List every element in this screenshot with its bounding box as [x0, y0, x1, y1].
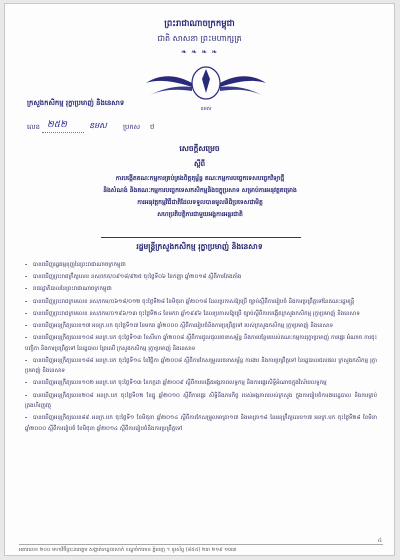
- bullet-icon: -: [25, 323, 28, 330]
- decision-title: សេចក្តីសម្រេច: [179, 144, 220, 153]
- reference-dotted-line: [42, 132, 84, 133]
- bullet-icon: -: [25, 274, 28, 281]
- legal-basis-list: [25, 260, 377, 436]
- subject-line-4: សហប្រតិបត្តិការជាមួយអង្គការអន្តរជាតិ: [157, 211, 243, 218]
- reference-mark: ឋ: [150, 123, 155, 131]
- bullet-icon: -: [25, 310, 28, 317]
- reference-number: ២៥២: [47, 120, 67, 130]
- ministry-emblem: [144, 53, 268, 113]
- subject-line-2: និងសំណង់ និងគណៈកម្មការបច្ចេកទេសកសិកម្មនិងចក្ខុប្រសាទ សម្រាប់ការអនុវត្តគម្រោង: [103, 187, 297, 194]
- reference-no-label: លេខ: [27, 123, 40, 131]
- bullet-icon: -: [25, 262, 28, 268]
- bullet-icon: -: [25, 335, 28, 342]
- list-item: - បានឃើញអនុក្រឹត្យលេខ២០៨ អនក្រ.បក ចុះថ្ងៃទី០២ ខែធ្នូ ឆ្នាំ២០១០ ស្តីពីការផ្ទេរ សិទ្ធិនិងភារកិច្ច របស់អង្គភាពរបស់ក្រសួង ក្នុងការរៀបចំការងាររដ្ឋបាល និងការគ្រប់គ្រងហិរញ្ញវត្ថុ: [25, 392, 377, 410]
- page-number: ៤: [377, 537, 382, 544]
- list-item: - បានឃើញអនុក្រឹត្យលេខ១០២ អនក្រ.បក ចុះថ្ងៃទី១៣ ខែកក្កដា ឆ្នាំ២០០៩ ស្តីពីការបង្កើតអង្គភាពលទ្ធកម្ម និងការផ្ទេរសិទ្ធិអំណាចក្នុងវិស័យលទ្ធកម្ម: [25, 378, 377, 388]
- bullet-icon: -: [25, 357, 28, 364]
- ministry-name: ក្រសួងកសិកម្ម រុក្ខាប្រមាញ់ និងនេសាទ: [27, 99, 125, 107]
- bullet-icon: -: [25, 392, 28, 399]
- list-item: - បានឃើញអនុក្រឹត្យលេខ១៧ អនក្រ.បក ចុះថ្ងៃទី១៧ ខែមករា ឆ្នាំ២០០០ ស្តីពីការរៀបចំនិងការប្រព្រឹត្តទៅ របស់ក្រសួងកសិកម្ម រុក្ខាប្រមាញ់ និងនេសាទ: [25, 321, 377, 331]
- footer-address: អគារលេខ ២០០ មហាវិថីព្រះនរោត្តម សង្កាត់ទន្លេបាសាក់ ខណ្ឌចំការមន ភ្នំពេញ ។ ទូរស័ព្ទ (៨៥៥) ២៣ ២១៩ ១៣៣: [19, 544, 383, 554]
- list-item: - បានឃើញព្រះរាជក្រឹត្យលេខ នស/រកត/០៩១៨/៩២៥ ចុះថ្ងៃទី០៦ ខែកញ្ញា ឆ្នាំ២០១៨ ស្តីពីការតែងតាំង: [25, 272, 377, 282]
- kingdom-heading: ព្រះរាជាណាចក្រកម្ពុជា: [164, 19, 235, 29]
- list-item: - បានឃើញព្រះរាជក្រមលេខ នស/រកម/០៦១៨/០១២ ចុះថ្ងៃទី២៨ ខែមិថុនា ឆ្នាំ២០១៨ ដែលប្រកាសឱ្យប្រើ ច្បាប់ស្តីពីការរៀបចំ និងការប្រព្រឹត្តទៅនៃគណៈរដ្ឋមន្ត្រី: [25, 297, 377, 307]
- reference-suffix: ឧមស: [89, 121, 107, 130]
- minister-heading: រដ្ឋមន្ត្រីក្រសួងកសិកម្ម រុក្ខាប្រមាញ់ និងនេសាទ: [136, 242, 263, 251]
- list-item: - បានឃើញព្រះរាជក្រមលេខ នស/រកម/០១៩៦/១៣ ចុះថ្ងៃទី២៤ ខែមករា ឆ្នាំ១៩៩៦ ដែលប្រកាសឱ្យប្រើ ច្បាប់ស្តីពីការបង្កើតក្រសួងកសិកម្ម រុក្ខាប្រមាញ់ និងនេសាទ: [25, 309, 377, 319]
- section-divider: [101, 237, 301, 238]
- bullet-icon: -: [25, 380, 28, 387]
- list-item: - បានឃើញអនុក្រឹត្យលេខ១៨៨ អនក្រ.បក ចុះថ្ងៃទី១៤ ខែវិច្ឆិកា ឆ្នាំ២០០៨ ស្តីពីការកែសម្រួលរចនាសម្ព័ន្ធ ការងារ និងការប្រព្រឹត្តទៅ នៃរដ្ឋបាលជលផល ក្រសួងកសិកម្ម រុក្ខាប្រមាញ់ និងនេសាទ: [25, 357, 377, 375]
- list-item: - រាជរដ្ឋាភិបាលនៃព្រះរាជាណាចក្រកម្ពុជា: [25, 284, 377, 294]
- ornament-divider: ❧ ❧ ❧ ❧: [180, 48, 219, 56]
- subject-line-1: ការបង្កើតគណៈកម្មការគ្រប់គ្រងចិត្តតុម្ព័ន្ធ គណៈកម្មការបច្ចេកទេសបច្ចេកវិទ្យាថ្មី: [115, 175, 285, 182]
- prakas-label: ប្រកស: [123, 123, 141, 131]
- bullet-icon: -: [25, 286, 28, 293]
- subject-line-3: ការអនុវត្តកម្មវិធីជាតិដែលទទួលបានមូលនិធិប្រទេសជាមិត្ត: [137, 199, 263, 206]
- bullet-icon: -: [25, 415, 28, 422]
- reference-line: [27, 123, 40, 133]
- list-item: - បានឃើញអនុក្រឹត្យលេខ៨៩ អនក្រ.បក ចុះថ្ងៃទី១ ខែមិថុនា ឆ្នាំ២០១៤ ស្តីពីការកែសម្រួលមាត្រា១៧ និងមាត្រា១៨ នៃអនុក្រឹត្យលេខ១៧ អនក្រ.បក ចុះថ្ងៃទី២៨ ខែមិនា ឆ្នាំ២០០០ ស្តីពីការរៀបចំ ខែមិថុនា ឆ្នាំ២០១៤ ស្តីពីការរៀបចំនិងការប្រព្រឹត្តទៅ: [25, 415, 377, 432]
- list-item: - បានឃើញរដ្ឋធម្មនុញ្ញនៃព្រះរាជាណាចក្រកម្ពុជា: [25, 260, 377, 270]
- bullet-icon: -: [25, 298, 28, 305]
- list-item: - បានឃើញអនុក្រឹត្យលេខ១០៨ អនក្រ.បក ចុះថ្ងៃទី១៣ ខែសីហា ឆ្នាំ២០០៨ ស្តីពីការជួលជុលរចនាសម្ព័ន្ធ និងការបន្ថែមរបស់គណៈកម្មការរុក្ខាប្រមាញ់ ការផ្ទេរ អំណាច ការចុះបញ្ជិកា និងការប្រព្រឹត្តទៅ នៃរដ្ឋបាល ព្រៃឈើ ក្រសួងកសិកម្ម រុក្ខាប្រមាញ់ និងនេសាទ: [25, 335, 377, 352]
- document-page: [4, 3, 395, 556]
- national-motto: ជាតិ សាសនា ព្រះមហាក្សត្រ: [157, 34, 242, 43]
- decision-subtitle: ស្តីពី: [193, 159, 206, 168]
- emblem-caption: ឧ​ម​ស: [200, 106, 212, 112]
